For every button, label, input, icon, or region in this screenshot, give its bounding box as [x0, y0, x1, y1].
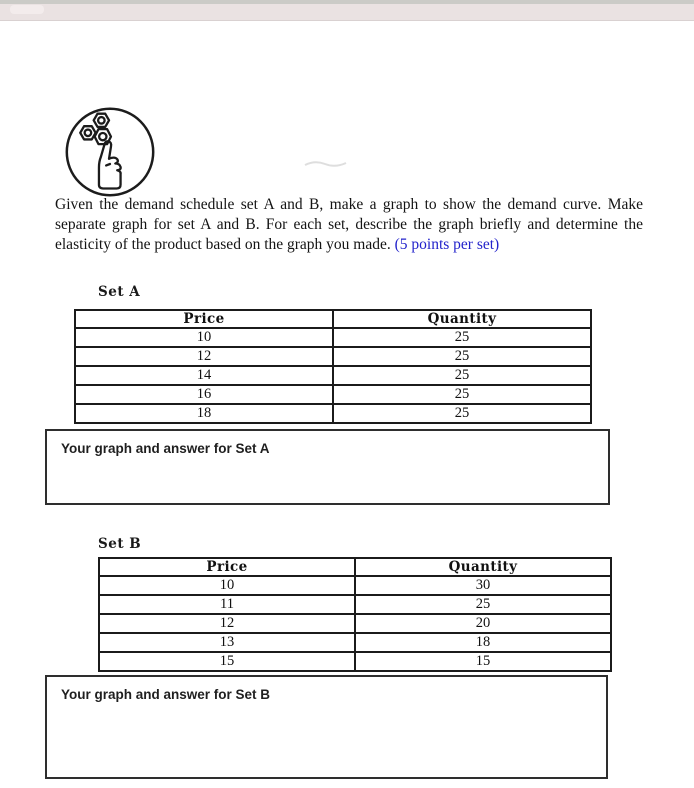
table-row: [75, 347, 591, 366]
table-row: [99, 652, 611, 671]
table-row: [75, 385, 591, 404]
quantity-header: Quantity: [333, 310, 591, 328]
window-tab-remnant: [10, 5, 44, 14]
table-cell: 25: [333, 404, 591, 423]
table-cell: 25: [333, 347, 591, 366]
table-cell: 12: [75, 347, 333, 366]
table-row: [75, 328, 591, 347]
hand-pointing-nuts-icon: [62, 104, 158, 200]
table-cell: 25: [333, 366, 591, 385]
table-cell: 18: [355, 633, 611, 652]
table-cell: 16: [75, 385, 333, 404]
table-row: [75, 404, 591, 423]
table-cell: 25: [333, 385, 591, 404]
table-row: [99, 633, 611, 652]
table-cell: 20: [355, 614, 611, 633]
table-cell: 30: [355, 576, 611, 595]
set-b-table: [98, 557, 612, 672]
set-a-answer-label: Your graph and answer for Set A: [61, 441, 270, 456]
table-cell: 10: [75, 328, 333, 347]
table-cell: 10: [99, 576, 355, 595]
set-b-answer-label: Your graph and answer for Set B: [61, 687, 271, 702]
table-cell: 25: [355, 595, 611, 614]
table-cell: 13: [99, 633, 355, 652]
set-b-label: Set B: [98, 536, 142, 552]
quantity-header: Quantity: [355, 558, 611, 576]
table-cell: 25: [333, 328, 591, 347]
table-cell: 12: [99, 614, 355, 633]
faint-smudge: [303, 156, 348, 174]
points-note: (5 points per set): [394, 236, 500, 254]
table-header-row: [75, 310, 591, 328]
price-header: Price: [99, 558, 355, 576]
table-row: [99, 576, 611, 595]
table-row: [75, 366, 591, 385]
table-cell: 15: [99, 652, 355, 671]
table-row: [99, 614, 611, 633]
set-a-table: [74, 309, 592, 424]
table-cell: 11: [99, 595, 355, 614]
set-a-answer-box[interactable]: [45, 429, 610, 505]
set-a-label: Set A: [98, 284, 141, 300]
set-b-answer-box[interactable]: [45, 675, 608, 779]
table-cell: 18: [75, 404, 333, 423]
instructions-text: Given the demand schedule set A and B, make a graph to show the demand curve. Make separate graph for set A and B. For each set, describe the graph briefly and determine the elasticity of the product based on the graph you made.: [55, 196, 643, 254]
table-cell: 14: [75, 366, 333, 385]
table-cell: 15: [355, 652, 611, 671]
price-header: Price: [75, 310, 333, 328]
table-row: [99, 595, 611, 614]
instructions-paragraph: [55, 195, 643, 255]
window-top-band: [0, 4, 694, 21]
table-header-row: [99, 558, 611, 576]
